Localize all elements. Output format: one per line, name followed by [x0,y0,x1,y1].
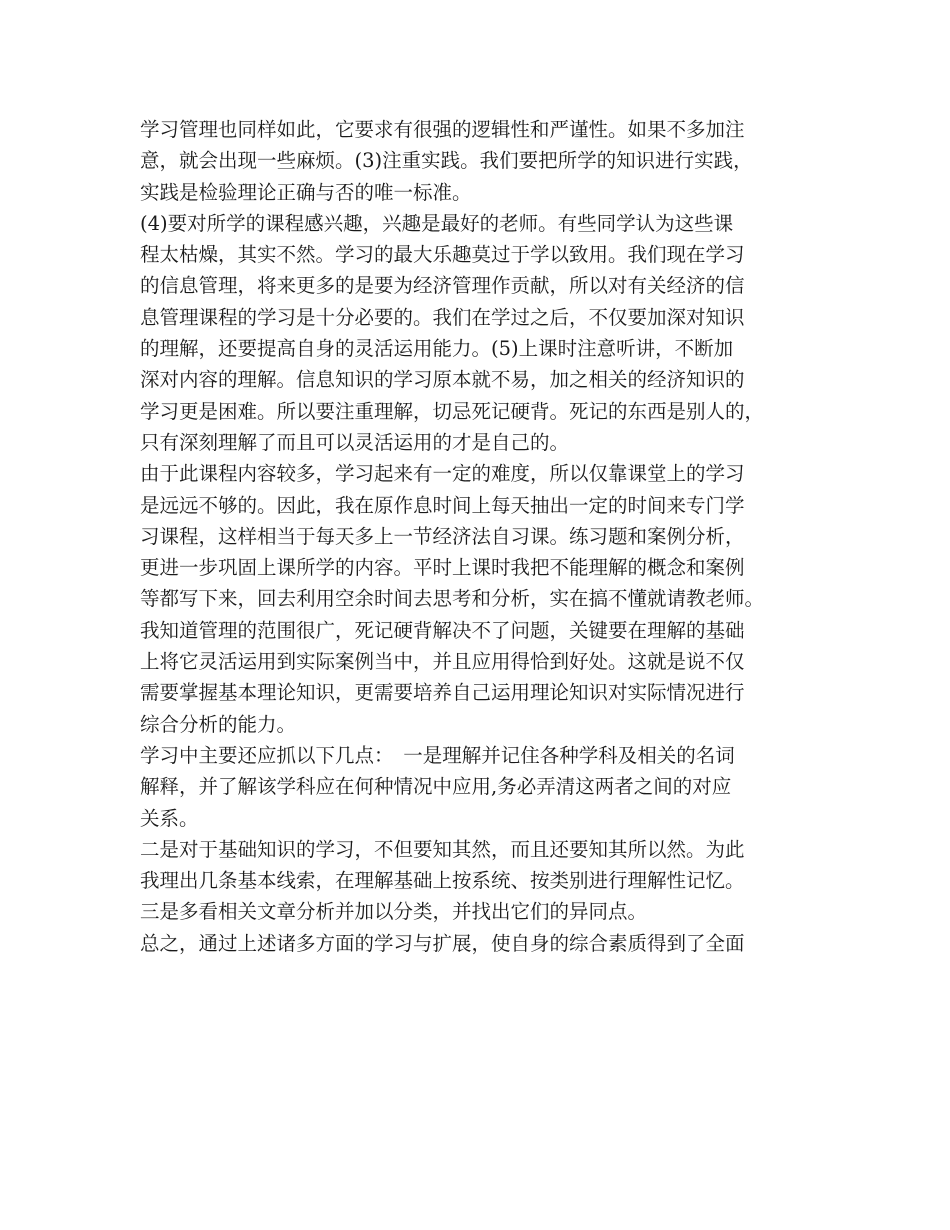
text-line: 二是对于基础知识的学习，不但要知其然，而且还要知其所以然。为此 [140,837,745,861]
text-line: 综合分析的能力。 [140,712,297,736]
text-line: 的信息管理，将来更多的是要为经济管理作贡献，所以对有关经济的信 [140,274,745,298]
text-line: 总之，通过上述诸多方面的学习与扩展，使自身的综合素质得到了全面 [140,931,745,955]
text-line: 学习更是困难。所以要注重理解，切忌死记硬背。死记的东西是别人的， [140,399,765,423]
text-line: 关系。 [140,806,199,830]
text-line: 我知道管理的范围很广，死记硬背解决不了问题，关键要在理解的基础 [140,618,745,642]
text-line: 的理解，还要提高自身的灵活运用能力。(5)上课时注意听讲，不断加 [140,337,734,361]
text-line: 等都写下来，回去利用空余时间去思考和分析，实在搞不懂就请教老师。 [140,587,765,611]
text-line: 程太枯燥，其实不然。学习的最大乐趣莫过于学以致用。我们现在学习 [140,243,745,267]
text-line: 只有深刻理解了而且可以灵活运用的才是自己的。 [140,430,570,454]
text-line: 息管理课程的学习是十分必要的。我们在学过之后，不仅要加深对知识 [140,305,745,329]
text-line: 习课程，这样相当于每天多上一节经济法自习课。练习题和案例分析， [140,524,745,548]
text-line: (4)要对所学的课程感兴趣，兴趣是最好的老师。有些同学认为这些课 [140,211,734,235]
text-line: 是远远不够的。因此，我在原作息时间上每天抽出一定的时间来专门学 [140,493,745,517]
text-line: 需要掌握基本理论知识，更需要培养自己运用理论知识对实际情况进行 [140,681,745,705]
text-line: 我理出几条基本线索，在理解基础上按系统、按类别进行理解性记忆。 [140,869,745,893]
text-line: 学习管理也同样如此，它要求有很强的逻辑性和严谨性。如果不多加注 [140,118,745,141]
text-line: 实践是检验理论正确与否的唯一标准。 [140,180,472,204]
text-line: 由于此课程内容较多，学习起来有一定的难度，所以仅靠课堂上的学习 [140,462,745,486]
text-line: 上将它灵活运用到实际案例当中，并且应用得恰到好处。这就是说不仅 [140,650,745,674]
text-line: 意，就会出现一些麻烦。(3)注重实践。我们要把所学的知识进行实践， [140,149,753,173]
text-line: 深对内容的理解。信息知识的学习原本就不易，加之相关的经济知识的 [140,368,745,392]
text-line: 更进一步巩固上课所学的内容。平时上课时我把不能理解的概念和案例 [140,556,745,580]
text-line: 学习中主要还应抓以下几点： 一是理解并记住各种学科及相关的名词 [140,743,735,767]
text-line: 三是多看相关文章分析并加以分类，并找出它们的异同点。 [140,900,648,924]
text-line: 解释，并了解该学科应在何种情况中应用,务必弄清这两者之间的对应 [140,775,732,799]
body-text [140,114,830,959]
